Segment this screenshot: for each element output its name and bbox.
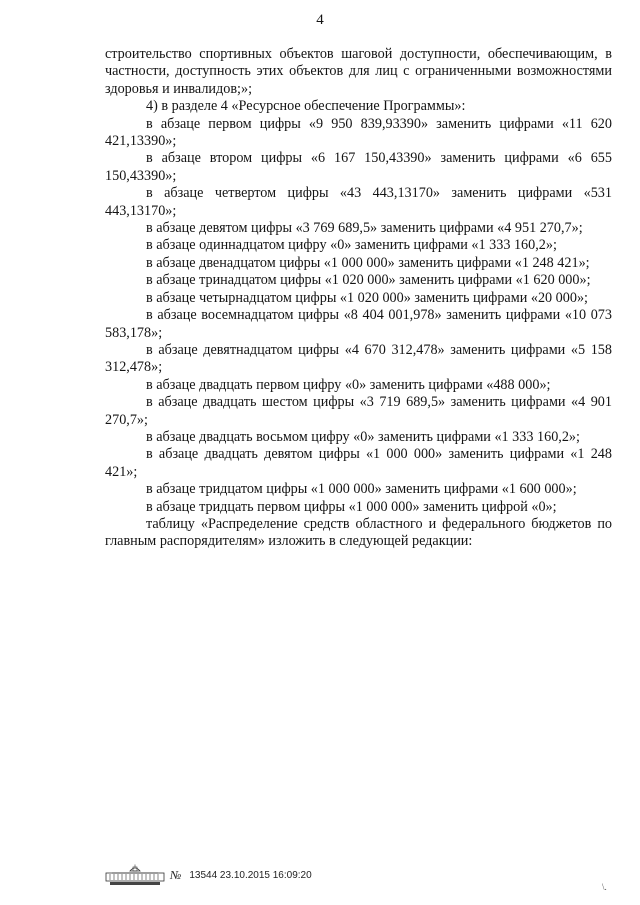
paragraph: в абзаце двадцать шестом цифры «3 719 689,5» заменить цифрами «4 901 270,7»; bbox=[105, 394, 612, 428]
paragraph: в абзаце двенадцатом цифры «1 000 000» заменить цифрами «1 248 421»; bbox=[146, 254, 590, 271]
registration-stamp-text: 13544 23.10.2015 16:09:20 bbox=[189, 869, 312, 881]
paragraph: в абзаце восемнадцатом цифры «8 404 001,978» заменить цифрами «10 073 583,178»; bbox=[105, 307, 612, 341]
page-number: 4 bbox=[316, 12, 324, 28]
paragraph: в абзаце четырнадцатом цифры «1 020 000» заменить цифрами «20 000»; bbox=[146, 289, 588, 306]
paragraph: в абзаце тридцать первом цифры «1 000 000» заменить цифрой «0»; bbox=[146, 498, 557, 515]
paragraph: в абзаце тридцатом цифры «1 000 000» заменить цифрами «1 600 000»; bbox=[146, 481, 577, 498]
registration-number-sign: № bbox=[170, 867, 182, 882]
paragraph: строительство спортивных объектов шаговой доступности, обеспечивающим, в частности, доступность этих объектов для лиц с ограниченными возможностями здоровья и инвалидов;»; bbox=[105, 46, 612, 97]
paragraph: в абзаце одиннадцатом цифру «0» заменить цифрами «1 333 160,2»; bbox=[146, 237, 557, 254]
government-building-logo-icon bbox=[104, 864, 166, 886]
paragraph: в абзаце двадцать восьмом цифру «0» заменить цифрами «1 333 160,2»; bbox=[146, 428, 580, 445]
paragraph: в абзаце первом цифры «9 950 839,93390» заменить цифрами «11 620 421,13390»; bbox=[105, 115, 612, 150]
paragraph: 4) в разделе 4 «Ресурсное обеспечение Программы»: bbox=[146, 98, 466, 115]
paragraph: таблицу «Распределение средств областного и федерального бюджетов по главным распорядителям» изложить в следующей редакции: bbox=[105, 515, 612, 550]
registration-footer bbox=[104, 864, 312, 886]
paragraph: в абзаце девятом цифры «3 769 689,5» заменить цифрами «4 951 270,7»; bbox=[146, 220, 583, 237]
paragraph: в абзаце девятнадцатом цифры «4 670 312,478» заменить цифрами «5 158 312,478»; bbox=[105, 341, 612, 376]
paragraph: в абзаце четвертом цифры «43 443,13170» заменить цифрами «531 443,13170»; bbox=[105, 185, 612, 219]
scan-mark: \. bbox=[602, 882, 607, 892]
paragraph: в абзаце двадцать девятом цифры «1 000 000» заменить цифрами «1 248 421»; bbox=[105, 446, 612, 480]
paragraph: в абзаце двадцать первом цифру «0» заменить цифрами «488 000»; bbox=[146, 376, 551, 393]
paragraph: в абзаце втором цифры «6 167 150,43390» заменить цифрами «6 655 150,43390»; bbox=[105, 150, 612, 184]
document-body bbox=[105, 46, 612, 551]
paragraph: в абзаце тринадцатом цифры «1 020 000» заменить цифрами «1 620 000»; bbox=[146, 272, 591, 289]
